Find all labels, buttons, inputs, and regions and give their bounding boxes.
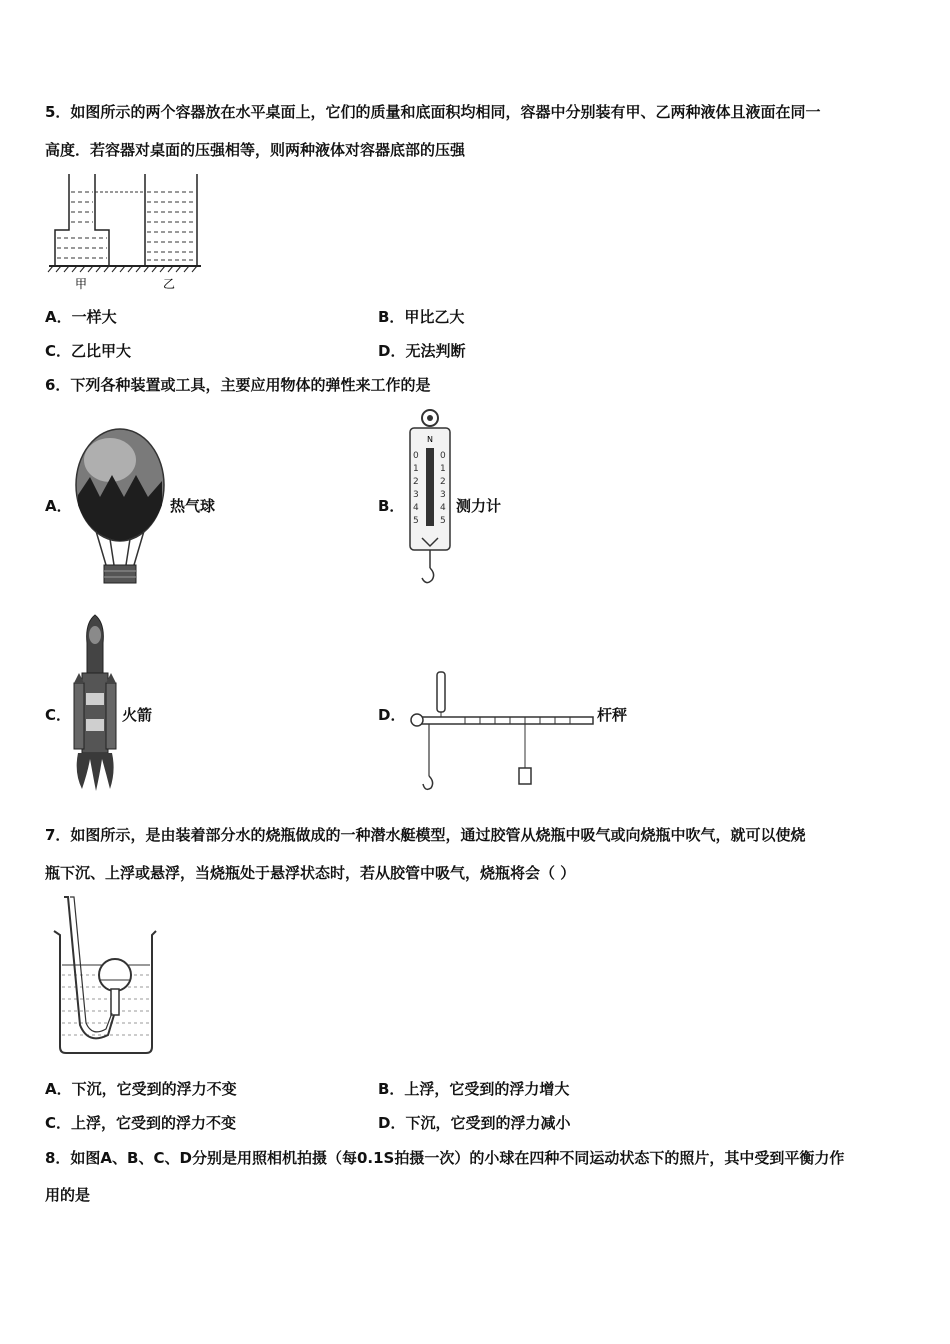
scale-tick-label-left: 1 (413, 464, 419, 474)
q7-option-a[interactable]: A．下沉，它受到的浮力不变 (45, 1080, 237, 1098)
q6-option-c-letter[interactable]: C． (45, 706, 72, 724)
scale-tick-label-right: 1 (440, 464, 446, 474)
q5-stem-line2: 高度．若容器对桌面的压强相等，则两种液体对容器底部的压强 (45, 141, 466, 159)
q6-option-a-label[interactable]: 热气球 (170, 497, 216, 515)
q8-stem-line2: 用的是 (45, 1186, 91, 1204)
q5-option-a[interactable]: A．一样大 (45, 308, 117, 326)
scale-unit-label: N (427, 435, 433, 444)
scale-tick-label-right: 0 (440, 451, 446, 461)
q6-option-d-letter[interactable]: D． (378, 706, 406, 724)
scale-tick-label-left: 2 (413, 477, 419, 487)
q5-stem-line1: 5．如图所示的两个容器放在水平桌面上，它们的质量和底面积均相同，容器中分别装有甲、乙两种液体且液面在同一 (45, 103, 821, 121)
scale-tick-label-left: 4 (413, 503, 419, 513)
q7-stem-line2: 瓶下沉、上浮或悬浮，当烧瓶处于悬浮状态时，若从胶管中吸气，烧瓶将会（ ） (45, 864, 576, 882)
q6-option-a-letter[interactable]: A． (45, 497, 72, 515)
q7-option-b[interactable]: B．上浮，它受到的浮力增大 (378, 1080, 570, 1098)
q6-stem: 6．下列各种装置或工具，主要应用物体的弹性来工作的是 (45, 376, 431, 394)
q6-option-c-label[interactable]: 火箭 (122, 706, 153, 724)
q6-option-b-label[interactable]: 测力计 (456, 497, 502, 515)
hot-air-balloon-image (70, 425, 170, 590)
steelyard-image (405, 668, 595, 793)
scale-tick-label-left: 5 (413, 516, 419, 526)
q5-label-yi: 乙 (163, 277, 176, 291)
q5-option-d[interactable]: D．无法判断 (378, 342, 466, 360)
scale-tick-label-left: 3 (413, 490, 419, 500)
q5-option-c[interactable]: C．乙比甲大 (45, 342, 132, 360)
q5-option-b[interactable]: B．甲比乙大 (378, 308, 465, 326)
scale-tick-label-right: 4 (440, 503, 446, 513)
q6-option-d-label[interactable]: 杆秤 (597, 706, 628, 724)
q8-stem-line1: 8．如图A、B、C、D分别是用照相机拍摄（每0.1S拍摄一次）的小球在四种不同运动状态下的照片，其中受到平衡力作 (45, 1149, 845, 1167)
scale-tick-label-right: 2 (440, 477, 446, 487)
rocket-image (68, 613, 123, 793)
q5-containers-figure (45, 170, 205, 292)
scale-tick-label-right: 3 (440, 490, 446, 500)
submarine-model-figure (50, 895, 160, 1060)
scale-tick-label-left: 0 (413, 451, 419, 461)
q7-option-d[interactable]: D．下沉，它受到的浮力减小 (378, 1114, 571, 1132)
q7-option-c[interactable]: C．上浮，它受到的浮力不变 (45, 1114, 237, 1132)
spring-scale-image (400, 408, 460, 593)
q5-label-jia: 甲 (75, 277, 88, 291)
scale-tick-label-right: 5 (440, 516, 446, 526)
q7-stem-line1: 7．如图所示，是由装着部分水的烧瓶做成的一种潜水艇模型，通过胶管从烧瓶中吸气或向烧瓶中吹气，就可以使烧 (45, 826, 806, 844)
q6-option-b-letter[interactable]: B． (378, 497, 405, 515)
